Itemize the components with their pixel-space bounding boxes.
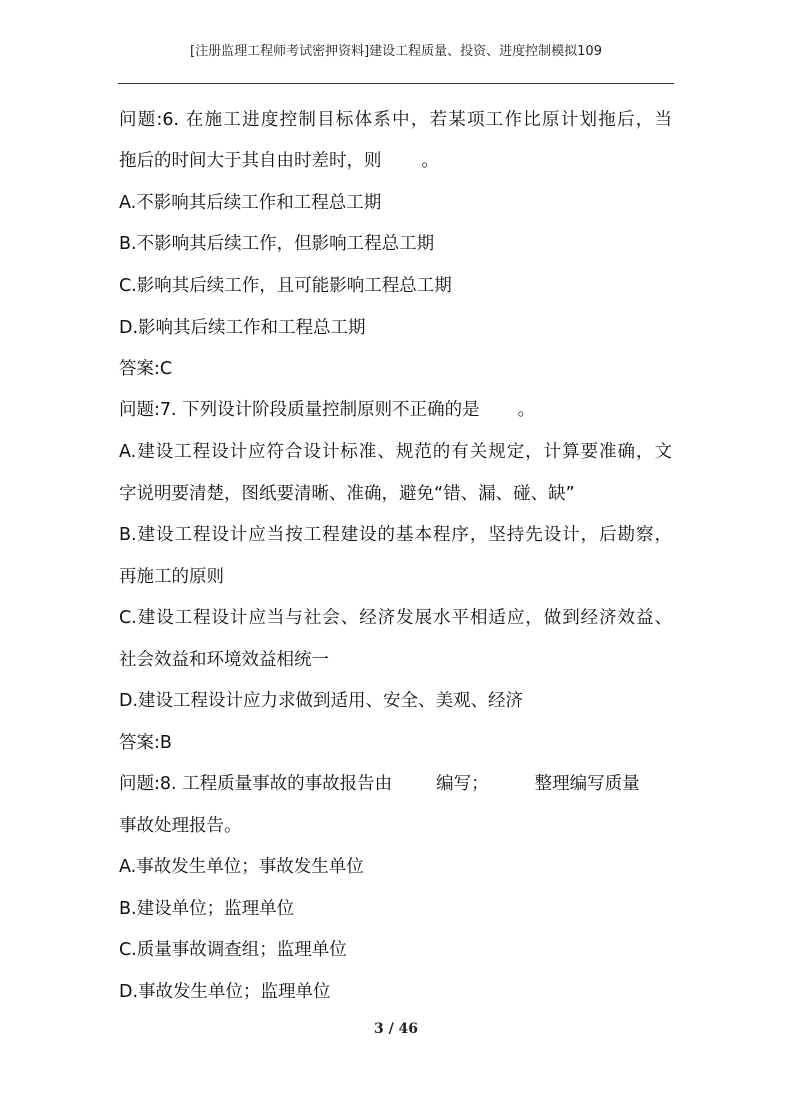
question-8-stem: 问题:8. 工程质量事故的事故报告由 — [119, 774, 393, 794]
question-7-option-a-line1: A.建设工程设计应符合设计标准、规范的有关规定，计算要准确，文 — [119, 442, 672, 462]
question-8-text-line2: 事故处理报告。 — [119, 816, 242, 836]
question-6-period: 。 — [421, 151, 439, 171]
question-6-text-line1: 问题:6. 在施工进度控制目标体系中，若某项工作比原计划拖后，当 — [119, 110, 672, 130]
question-7-stem: 问题:7. 下列设计阶段质量控制原则不正确的是 — [119, 400, 480, 420]
question-7-option-d: D.建设工程设计应力求做到适用、安全、美观、经济 — [119, 691, 524, 711]
question-8-text-line1 — [119, 772, 640, 796]
question-8-option-a: A.事故发生单位；事故发生单位 — [119, 857, 364, 877]
document-header: [注册监理工程师考试密押资料]建设工程质量、投资、进度控制模拟109 — [190, 44, 602, 59]
question-8-option-d: D.事故发生单位；监理单位 — [119, 982, 331, 1002]
question-6-option-a: A.不影响其后续工作和工程总工期 — [119, 193, 382, 213]
question-8-option-c: C.质量事故调查组；监理单位 — [119, 940, 347, 960]
question-7-period: 。 — [517, 400, 536, 420]
question-7-option-b-line1: B.建设工程设计应当按工程建设的基本程序，坚持先设计，后勘察， — [119, 525, 672, 545]
question-6-answer: 答案:C — [119, 359, 173, 379]
question-7-option-b-line2: 再施工的原则 — [119, 567, 224, 587]
question-7-option-c-line1: C.建设工程设计应当与社会、经济发展水平相适应，做到经济效益、 — [119, 608, 672, 628]
page-number: 3 / 46 — [373, 1021, 419, 1037]
question-6-option-c: C.影响其后续工作，且可能影响工程总工期 — [119, 276, 452, 296]
question-8-option-b: B.建设单位；监理单位 — [119, 899, 295, 919]
question-7-text — [119, 398, 535, 422]
question-8-stem-mid: 编写； — [436, 774, 489, 794]
question-6-text-line2 — [119, 149, 439, 173]
question-7-answer: 答案:B — [119, 733, 172, 753]
question-7-option-a-line2: 字说明要清楚，图纸要清晰、准确，避免“错、漏、碰、缺” — [119, 484, 575, 504]
question-6-option-d: D.影响其后续工作和工程总工期 — [119, 318, 366, 338]
header-divider — [118, 83, 674, 84]
question-8-stem-end: 整理编写质量 — [534, 774, 640, 794]
question-6-option-b: B.不影响其后续工作，但影响工程总工期 — [119, 234, 435, 254]
question-7-option-c-line2: 社会效益和环境效益相统一 — [119, 650, 329, 670]
question-6-stem-end: 拖后的时间大于其自由时差时，则 — [119, 151, 382, 171]
